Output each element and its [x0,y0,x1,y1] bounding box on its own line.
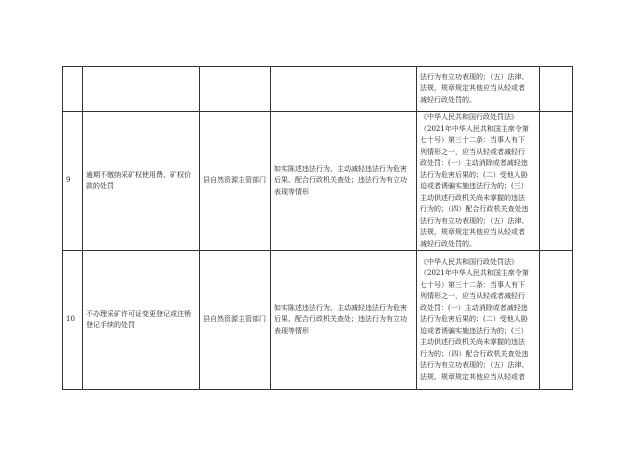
legal-basis-line: 政处罚：(一）主动消除或者减轻违 [420,159,528,167]
legal-basis-line: 减轻行政处罚的。 [420,239,476,248]
legal-basis-line: 法行为危害后果的；(二）受他人胁 [420,315,528,324]
legal-basis-cell [417,112,540,251]
legal-basis-line: 列情形之一，应当从轻或者减轻行 [420,292,525,301]
table-row [63,112,573,251]
note-cell [540,112,573,251]
legal-basis-line: 法规、规章规定其他应当从轻或者 [420,84,525,93]
legal-basis-line: 迫或者诱骗实施违法行为的；(三） [420,182,528,190]
condition-cell [271,67,417,112]
legal-basis-line: 法行为有立功表现的；（五）法律、 [420,72,529,81]
legal-basis-line: 七十号）第三十二条：当事人有下 [420,280,525,289]
legal-basis-line: 法规、规章规定其他应当从轻或者 [420,372,525,381]
legal-basis-line: 法行为危害后果的；(二）受他人胁 [420,170,528,179]
legal-basis-line: 法行为有立功表现的；（五）法律、 [420,216,529,225]
legal-basis-line: （2021年中华人民共和国主席令第 [420,124,529,133]
department-cell [200,67,271,112]
legal-basis-line: 主动供述行政机关尚未掌握的违法 [420,193,525,202]
table-row [63,67,573,112]
legal-basis-cell [417,67,540,112]
row-number-cell: 9 [63,112,83,251]
department-cell: 县自然资源主管部门 [200,112,271,251]
legal-basis-line: （2021年中华人民共和国主席令第 [420,269,529,278]
legal-basis-line: 迫或者诱骗实施违法行为的；(三） [420,326,528,335]
legal-basis-cell [417,251,540,390]
legal-basis-line: 行为的；（四）配合行政机关查处违 [420,205,529,213]
department-cell: 县自然资源主管部门 [200,251,271,390]
item-cell: 不办理采矿许可证变更登记或注销登记手续的处罚 [83,251,200,390]
note-cell [540,67,573,112]
item-cell: 逾期不缴纳采矿权使用费、矿权价款的处罚 [83,112,200,251]
item-cell [83,67,200,112]
row-number-cell [63,67,83,112]
legal-basis-line: 列情形之一，应当从轻或者减轻行 [420,147,525,156]
penalty-table [62,66,573,390]
condition-cell: 如实陈述违法行为、主动减轻违法行为危害后果、配合行政机关查处；违法行为有立功表现等情形 [271,112,417,251]
row-number-cell: 10 [63,251,83,390]
legal-basis-line: 《中华人民共和国行政处罚法》 [420,257,518,266]
legal-basis-line: 法规、规章规定其他应当从轻或者 [420,228,525,236]
legal-basis-line: 行为的；（四）配合行政机关查处违 [420,349,529,358]
legal-basis-line: 减轻行政处罚的。 [420,95,476,104]
note-cell [540,251,573,390]
legal-basis-line: 政处罚：(一）主动消除或者减轻违 [420,303,528,312]
table-row [63,251,573,390]
condition-cell: 如实陈述违法行为、主动减轻违法行为危害后果、配合行政机关查处；违法行为有立功表现等情形 [271,251,417,390]
legal-basis-line: 《中华人民共和国行政处罚法》 [420,113,518,121]
legal-basis-line: 主动供述行政机关尚未掌握的违法 [420,338,525,347]
legal-basis-line: 七十号）第三十二条：当事人有下 [420,136,525,144]
legal-basis-line: 法行为有立功表现的；（五）法律、 [420,361,529,370]
